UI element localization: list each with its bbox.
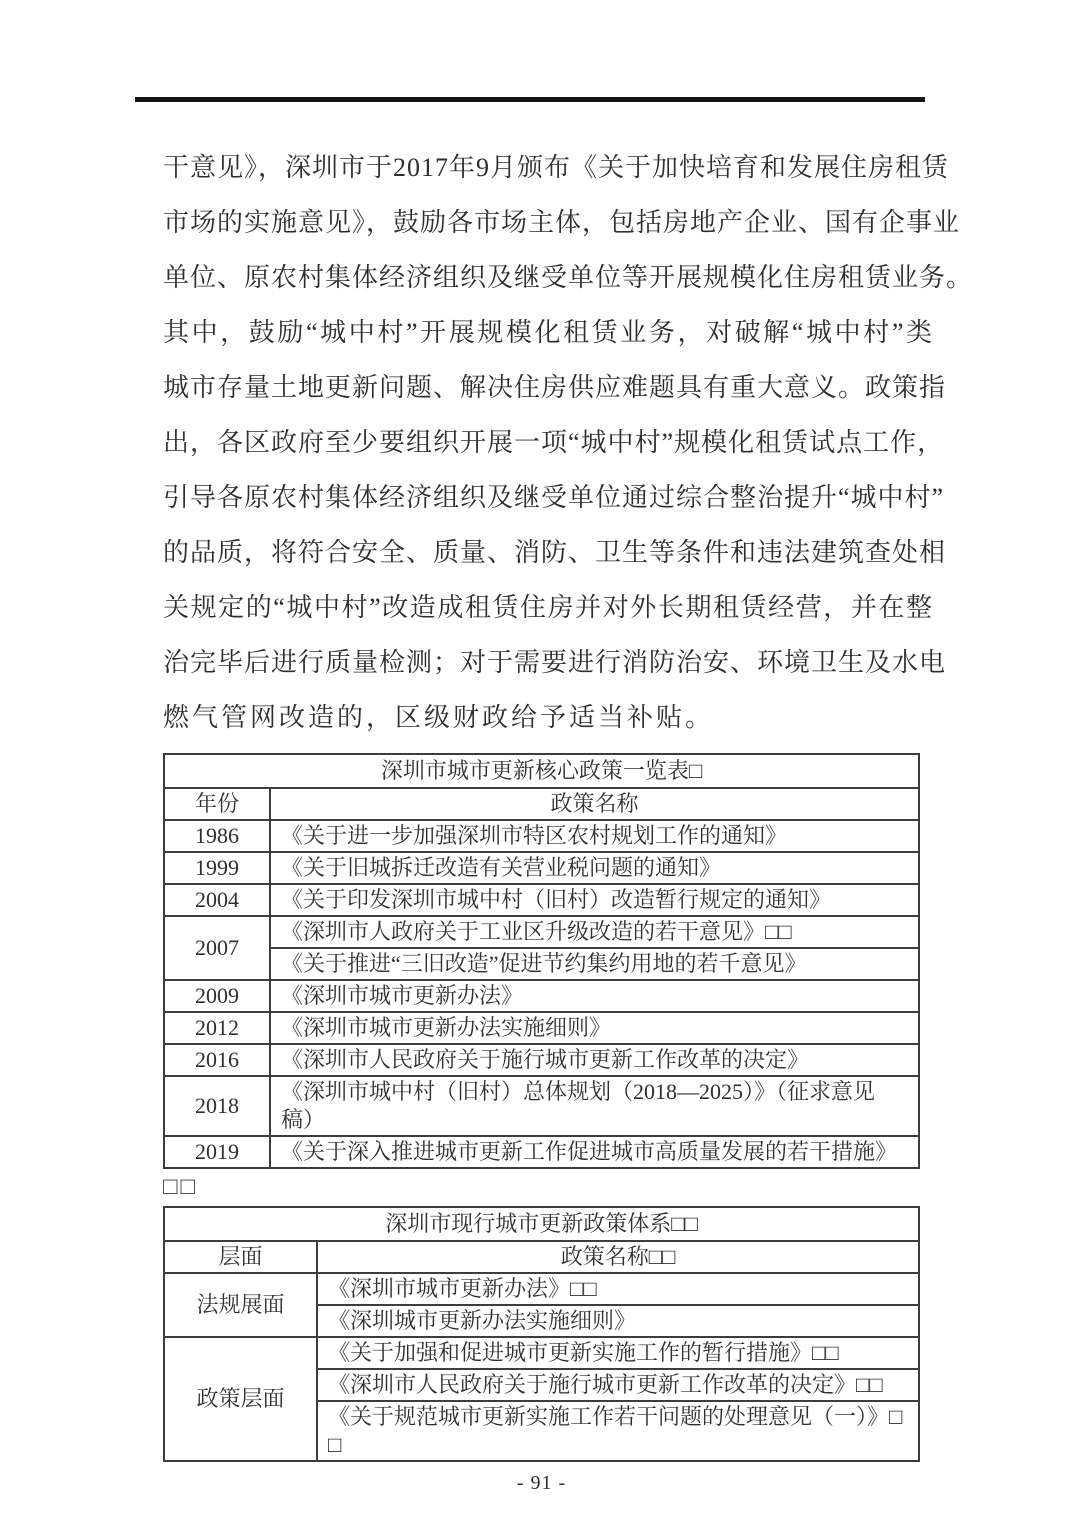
column-header-policy: 政策名称 (270, 788, 919, 820)
policy-cell: 《深圳市城市更新办法》□□ (317, 1273, 919, 1305)
header-rule (135, 97, 925, 102)
policy-cell: 《关于深入推进城市更新工作促进城市高质量发展的若干措施》 (270, 1136, 919, 1168)
body-line: 引导各原农村集体经济组织及继受单位通过综合整治提升“城中村” (163, 483, 945, 512)
table-row (164, 948, 919, 980)
table-row (164, 884, 919, 916)
table-row (164, 1136, 919, 1168)
body-line: 关规定的“城中村”改造成租赁住房并对外长期租赁经营，并在整 (163, 593, 933, 622)
current-policy-system-table (163, 1206, 920, 1462)
table-row (164, 1012, 919, 1044)
year-cell: 2004 (164, 884, 270, 916)
policy-cell: 《关于规范城市更新实施工作若干问题的处理意见（一）》□□ (317, 1401, 919, 1461)
year-cell: 2016 (164, 1044, 270, 1076)
year-cell: 2019 (164, 1136, 270, 1168)
table-title: 深圳市城市更新核心政策一览表□ (164, 754, 919, 788)
page-number: - 91 - (516, 1472, 567, 1494)
table-row (164, 820, 919, 852)
table-row (164, 852, 919, 884)
page-content (163, 140, 974, 1495)
body-paragraph (163, 140, 974, 745)
tofu-placeholder: □□ (163, 1174, 198, 1200)
policy-cell: 《深圳市城中村（旧村）总体规划（2018—2025）》（征求意见稿） (270, 1076, 919, 1136)
year-cell: 1999 (164, 852, 270, 884)
body-line: 城市存量土地更新问题、解决住房供应难题具有重大意义。政策指 (163, 373, 947, 402)
policy-cell: 《关于印发深圳市城中村（旧村）改造暂行规定的通知》 (270, 884, 919, 916)
year-cell: 1986 (164, 820, 270, 852)
table-row (164, 980, 919, 1012)
table-row (164, 1044, 919, 1076)
level-cell: 政策层面 (164, 1337, 317, 1461)
year-cell: 2007 (164, 916, 270, 980)
body-line: 其中，鼓励“城中村”开展规模化租赁业务，对破解“城中村”类 (163, 318, 933, 347)
body-line: 燃气管网改造的，区级财政给予适当补贴。 (163, 703, 715, 732)
table-row (164, 916, 919, 948)
policy-cell: 《深圳市人民政府关于施行城市更新工作改革的决定》 (270, 1044, 919, 1076)
policy-cell: 《深圳市城市更新办法实施细则》 (270, 1012, 919, 1044)
body-line: 治完毕后进行质量检测；对于需要进行消防治安、环境卫生及水电 (163, 648, 947, 677)
column-header-policy: 政策名称□□ (317, 1241, 919, 1273)
table-row (164, 1337, 919, 1369)
policy-cell: 《关于旧城拆迁改造有关营业税问题的通知》 (270, 852, 919, 884)
body-line: 单位、原农村集体经济组织及继受单位等开展规模化住房租赁业务。 (163, 263, 974, 292)
policy-cell: 《深圳市人民政府关于施行城市更新工作改革的决定》□□ (317, 1369, 919, 1401)
table-row (164, 1076, 919, 1136)
policy-cell: 《深圳城市更新办法实施细则》 (317, 1305, 919, 1337)
level-cell: 法规展面 (164, 1273, 317, 1337)
table-row (164, 1273, 919, 1305)
body-line: 干意见》，深圳市于2017年9月颁布《关于加快培育和发展住房租赁 (163, 153, 950, 182)
year-cell: 2018 (164, 1076, 270, 1136)
table-title: 深圳市现行城市更新政策体系□□ (164, 1207, 919, 1241)
column-header-year: 年份 (164, 788, 270, 820)
year-cell: 2012 (164, 1012, 270, 1044)
column-header-level: 层面 (164, 1241, 317, 1273)
body-line: 的品质，将符合安全、质量、消防、卫生等条件和违法建筑查处相 (163, 538, 947, 567)
body-line: 市场的实施意见》，鼓励各市场主体，包括房地产企业、国有企事业 (163, 208, 961, 237)
policy-cell: 《关于进一步加强深圳市特区农村规划工作的通知》 (270, 820, 919, 852)
policy-cell: 《深圳市城市更新办法》 (270, 980, 919, 1012)
core-policy-table (163, 753, 920, 1169)
body-line: 出，各区政府至少要组织开展一项“城中村”规模化租赁试点工作， (163, 428, 945, 457)
policy-cell: 《深圳市人政府关于工业区升级改造的若干意见》□□ (270, 916, 919, 948)
year-cell: 2009 (164, 980, 270, 1012)
policy-cell: 《关于加强和促进城市更新实施工作的暂行措施》□□ (317, 1337, 919, 1369)
policy-cell: 《关于推进“三旧改造”促进节约集约用地的若千意见》 (270, 948, 919, 980)
